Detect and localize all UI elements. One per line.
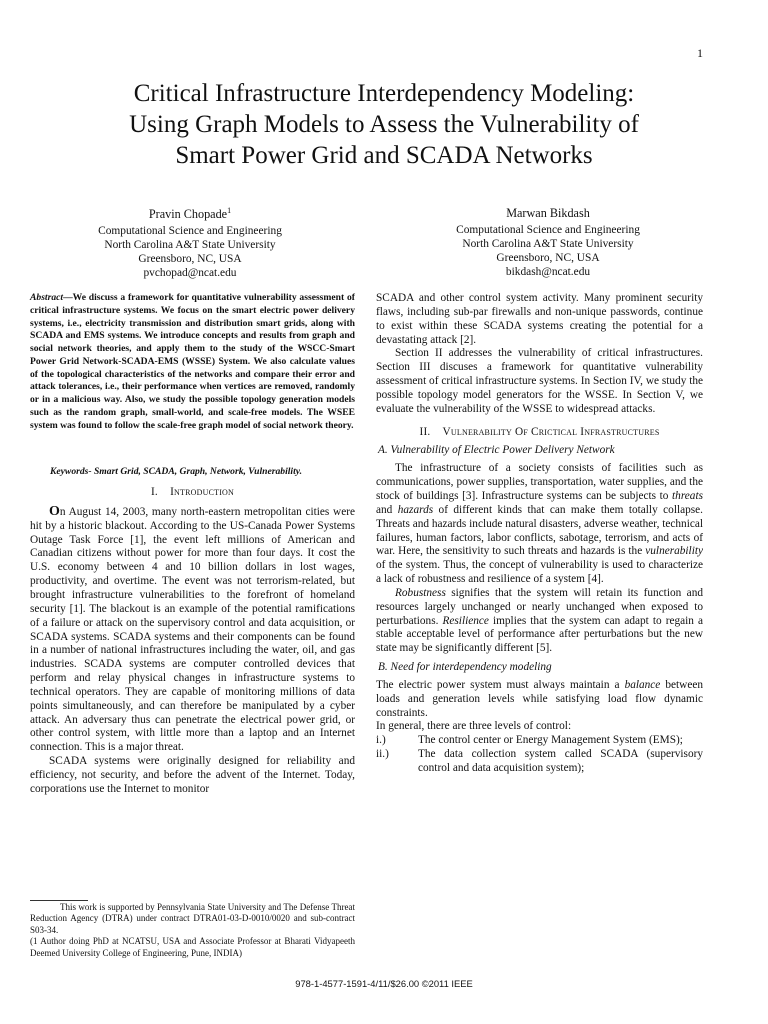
- author-department: Computational Science and Engineering: [456, 224, 640, 236]
- subsection-heading-a: A. Vulnerability of Electric Power Delivery Network: [378, 444, 615, 457]
- paragraph-scada-activity: SCADA and other control system activity. Many prominent security flaws, including sub-par firewalls and non-unique passwords, continue to exist within these SCADA systems creating the potential for a devastating attack [2].: [376, 292, 703, 346]
- title-line: Smart Power Grid and SCADA Networks: [175, 142, 593, 169]
- section-heading-vulnerability: II. Vulnerability Of Crictical Infrastructures: [419, 425, 660, 438]
- author-department: Computational Science and Engineering: [98, 225, 282, 238]
- footnote-author: (1 Author doing PhD at NCATSU, USA and Associate Professor at Bharati Vidyapeeth Deemed University College of Engineering, Pune, INDIA): [30, 936, 355, 958]
- drop-cap: O: [49, 503, 60, 519]
- paragraph-robustness: Robustness signifies that the system will retain its function and resources largely unchanged or nearly unchanged when exposed to perturbations. Resilience implies that the system can adapt to regain a stable acceptable level of performance after perturbations but the new state may be significantly different [5].: [376, 586, 703, 655]
- author-city: Greensboro, NC, USA: [138, 253, 242, 266]
- author-footnote-mark: 1: [227, 206, 232, 215]
- author-email[interactable]: bikdash@ncat.edu: [505, 266, 591, 278]
- author-block-1: [60, 204, 320, 280]
- intro-paragraph-1: On August 14, 2003, many north-eastern metropolitan cities were hit by a historic blackout. According to the US-Canada Power Systems Outage Task Force [1], the event left millions of American and Canadian citizens without power for more than four days. It cost the U.S. economy between 4 and 10 billion dollars in lost wages, productivity, and overtime. The event was not terrorism-related, but brought infrastructure vulnerabilities to the forefront of homeland security [1]. The blackout is an example of the potential ramifications of a failure or attack on the supervisory control and data acquisition, or SCADA systems. SCADA systems and their components can be found in a number of national infrastructures including the water, oil, and gas industries. SCADA systems are computer controlled devices that perform and relay physical changes in infrastructure systems to technical operators. They are capable of monitoring millions of data points simultaneously, and can therefore be manipulated by a cyber attack. An adversary thus can penetrate the electrical power grid, or other control system, with little more than a laptop and an Internet connection. This is a major threat.: [30, 503, 355, 754]
- abstract-label: Abstract: [30, 292, 64, 303]
- footnote-funding: This work is supported by Pennsylvania State University and The Defense Threat Reduction Agency (DTRA) under contract DTRA01-03-D-0010/0020 and sub-contract S03-34.: [30, 902, 355, 935]
- paragraph-control-levels: In general, there are three levels of control:: [376, 720, 572, 733]
- author-email[interactable]: pvchopad@ncat.edu: [143, 267, 237, 280]
- left-column: [30, 292, 355, 797]
- paragraph-balance: The electric power system must always maintain a balance between loads and generation levels while satisfying load flow dynamic constraints.: [376, 678, 703, 719]
- list-item: i.) The control center or Energy Management System (EMS);: [376, 734, 683, 747]
- title-line: Using Graph Models to Assess the Vulnerability of: [129, 111, 639, 138]
- title-line: Critical Infrastructure Interdependency Modeling:: [133, 80, 635, 107]
- author-university: North Carolina A&T State University: [104, 239, 276, 252]
- paragraph-infrastructure: The infrastructure of a society consists of facilities such as communications, power supplies, transportation, water supplies, and the stock of buildings [3]. Infrastructure systems can be subjects to threats and hazards of different kinds that can make them totally collapse. Threats and hazards include natural disasters, adverse weather, technical failures, human factors, labor conflicts, sabotage, terrorism, and acts of war. Here, the sensitivity to such threats and hazards is the vulnerability of the system. Thus, the concept of vulnerability is used to characterize a lack of robustness and resilience of a system [4].: [376, 462, 704, 586]
- abstract: [30, 292, 355, 432]
- copyright-line: 978-1-4577-1591-4/11/$26.00 ©2011 IEEE: [295, 978, 473, 989]
- author-name: Marwan Bikdash: [506, 206, 590, 220]
- section-heading-introduction: I. Introduction: [150, 486, 235, 499]
- page-number: 1: [697, 46, 703, 60]
- footnote-rule: [30, 900, 88, 901]
- author-block-2: [410, 206, 686, 279]
- footnote: [30, 900, 355, 959]
- author-name: Pravin Chopade$^1$: [148, 206, 232, 222]
- paper-title: [40, 78, 728, 171]
- keywords: Keywords- Smart Grid, SCADA, Graph, Network, Vulnerability.: [50, 466, 303, 478]
- abstract-text: —We discuss a framework for quantitative vulnerability assessment of critical infrastructure systems. We focus on the smart electric power delivery systems, i.e., electricity transmission and distribution smart grids, along with SCADA and EMS systems. We introduce concepts and results from graph and social network theories, and apply them to the study of the WSCC-Smart Power Grid Network-SCADA-EMS (WSSE) System. We also calculate values of the topological characteristics of the networks and compare their error and attack tolerances, i.e., their performance when vertices are removed, randomly or in a malicious way. Also, we study the possible topology generation models such as the random graph, small-world, and scale-free models. The WSEE system was found to follow the scale-free graph model of social network theory.: [30, 292, 355, 431]
- intro-paragraph-2: SCADA systems were originally designed for reliability and efficiency, not security, and before the advent of the Internet. Today, corporations use the Internet to monitor: [30, 755, 355, 795]
- right-column: [376, 292, 703, 776]
- list-item: ii.) The data collection system called SCADA (supervisory control and data acquisition system);: [376, 748, 703, 774]
- author-university: North Carolina A&T State University: [462, 238, 634, 250]
- subsection-heading-b: B. Need for interdependency modeling: [378, 661, 552, 674]
- author-city: Greensboro, NC, USA: [496, 252, 600, 264]
- paragraph-section-overview: Section II addresses the vulnerability of critical infrastructures. Section III discuses a framework for quantitative vulnerability assessment of critical infrastructure systems. In Section IV, we study the possible topology model generators for the WSSE. In Section V, we evaluate the vulnerability of the WSSE to widespread attacks.: [376, 347, 703, 415]
